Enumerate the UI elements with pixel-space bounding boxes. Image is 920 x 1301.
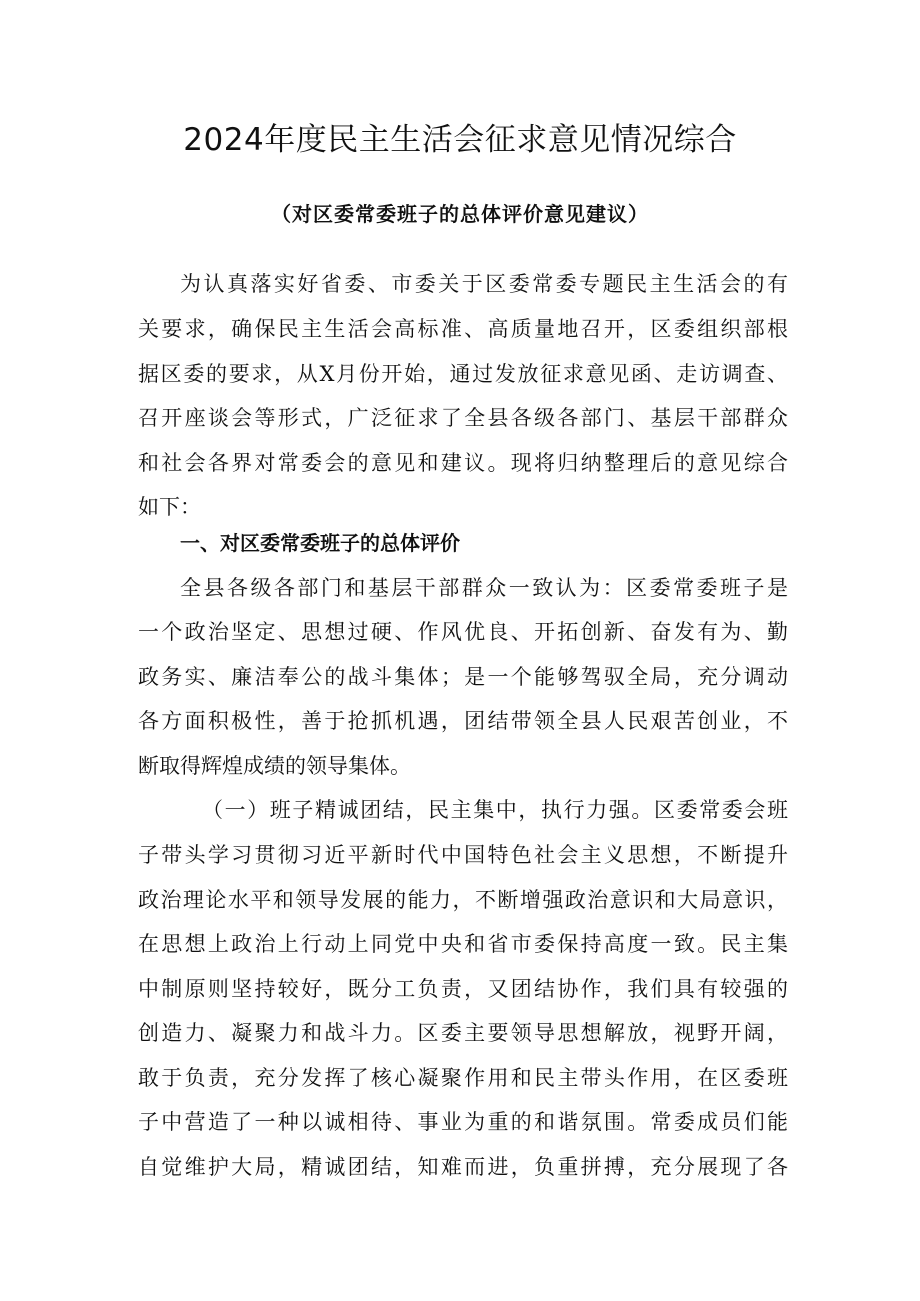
body-line: 中制原则坚持较好，既分工负责，又团结协作，我们具有较强的 <box>138 977 788 1001</box>
body-line: 子带头学习贯彻习近平新时代中国特色社会主义思想，不断提升 <box>138 843 788 867</box>
section-heading: 一、对区委常委班子的总体评价 <box>180 531 460 555</box>
body-line: 一个政治坚定、思想过硬、作风优良、开拓创新、奋发有为、勤 <box>138 620 788 644</box>
body-line: 在思想上政治上行动上同党中央和省市委保持高度一致。民主集 <box>138 932 788 956</box>
body-line: 各方面积极性，善于抢抓机遇，团结带领全县人民艰苦创业，不 <box>138 709 788 733</box>
body-line: 召开座谈会等形式，广泛征求了全县各级各部门、基层干部群众 <box>138 406 788 430</box>
body-line: 自觉维护大局，精诚团结，知难而进，负重拼搏，充分展现了各 <box>138 1155 788 1179</box>
body-line: 敢于负责，充分发挥了核心凝聚作用和民主带头作用，在区委班 <box>138 1066 788 1090</box>
body-line: （一）班子精诚团结，民主集中，执行力强。区委常委会班 <box>202 798 788 822</box>
body-line: 政务实、廉洁奉公的战斗集体；是一个能够驾驭全局，充分调动 <box>138 665 788 689</box>
body-line: 据区委的要求，从X月份开始，通过发放征求意见函、走访调查、 <box>138 362 788 386</box>
document-subtitle: （对区委常委班子的总体评价意见建议） <box>271 202 649 226</box>
body-line: 为认真落实好省委、市委关于区委常委专题民主生活会的有 <box>180 272 788 296</box>
body-line: 全县各级各部门和基层干部群众一致认为：区委常委班子是 <box>180 576 788 600</box>
document-title: 2024年度民主生活会征求意见情况综合 <box>183 122 737 158</box>
body-line: 子中营造了一种以诚相待、事业为重的和谐氛围。常委成员们能 <box>138 1110 788 1134</box>
body-line: 关要求，确保民主生活会高标准、高质量地召开，区委组织部根 <box>138 317 788 341</box>
body-line: 和社会各界对常委会的意见和建议。现将归纳整理后的意见综合 <box>138 451 788 475</box>
body-line: 断取得辉煌成绩的领导集体。 <box>138 754 411 778</box>
body-line: 政治理论水平和领导发展的能力，不断增强政治意识和大局意识， <box>138 888 788 912</box>
body-line: 如下： <box>138 495 201 519</box>
body-line: 创造力、凝聚力和战斗力。区委主要领导思想解放，视野开阔， <box>138 1021 788 1045</box>
